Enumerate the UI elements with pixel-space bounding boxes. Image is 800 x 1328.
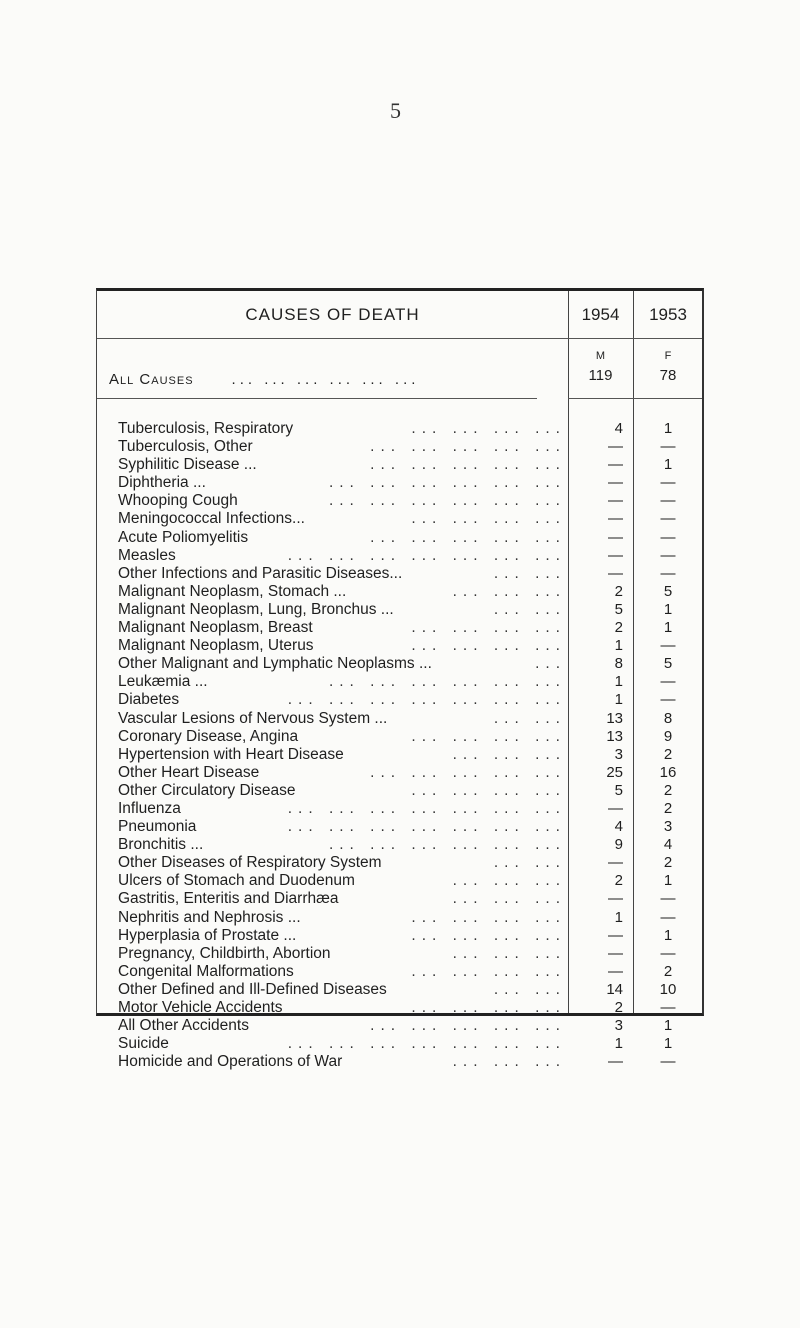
female-count: 2: [663, 799, 673, 817]
table-row: [97, 854, 702, 872]
year-1954-header: 1954: [581, 305, 620, 324]
all-causes-rule: [97, 398, 537, 399]
male-count: —: [608, 546, 623, 564]
header-rule: [97, 338, 702, 339]
male-count: —: [608, 492, 623, 510]
cause-label: Congenital Malformations: [118, 962, 294, 980]
female-count: —: [660, 474, 676, 492]
cause-name: [118, 746, 568, 764]
female-count: —: [660, 637, 676, 655]
cause-label: Tuberculosis, Other: [118, 438, 253, 456]
cause-name: [118, 963, 568, 981]
cause-name: [118, 1053, 568, 1071]
cause-label: Motor Vehicle Accidents: [118, 999, 283, 1016]
leader-dots: ... ... ... ... ...: [370, 456, 566, 474]
table-row: [97, 655, 702, 673]
table-row: [97, 800, 702, 818]
male-count: 8: [614, 655, 623, 673]
male-count: 2: [614, 999, 623, 1016]
cause-name: [118, 420, 568, 438]
female-count: 1: [663, 420, 673, 437]
all-causes-text: All Causes: [109, 371, 194, 388]
male-count: 2: [614, 619, 623, 637]
leader-dots: ... ... ... ...: [411, 727, 566, 745]
table-row: [97, 963, 702, 981]
leader-dots: ... ... ...: [452, 890, 566, 908]
female-count: —: [660, 691, 676, 709]
cause-name: [118, 981, 568, 999]
female-count: 3: [663, 818, 673, 836]
table-row: [97, 492, 702, 510]
leader-dots: ... ... ... ...: [411, 637, 566, 655]
cause-name: [118, 547, 568, 565]
cause-label: Other Defined and Ill-Defined Diseases: [118, 980, 387, 998]
table-row: [97, 456, 702, 474]
cause-label: Coronary Disease, Angina: [118, 727, 299, 745]
leader-dots: ... ... ...: [452, 944, 566, 962]
leader-dots: ... ... ... ...: [411, 926, 566, 944]
table-row: [97, 836, 702, 854]
cause-label: Measles: [118, 546, 176, 564]
table-row: [97, 782, 702, 800]
cause-label: Other Diseases of Respiratory System: [118, 854, 382, 872]
male-count: —: [608, 474, 623, 492]
cause-name: [118, 529, 568, 547]
cause-name: [118, 764, 568, 782]
leader-dots: ... ... ... ... ...: [370, 528, 566, 546]
cause-label: Ulcers of Stomach and Duodenum: [118, 872, 355, 890]
cause-name: [118, 909, 568, 927]
male-count: —: [608, 456, 623, 474]
cause-label: Tuberculosis, Respiratory: [118, 420, 294, 437]
cause-name: [118, 782, 568, 800]
table-row: [97, 818, 702, 836]
male-count: —: [608, 528, 623, 546]
cause-name: [118, 655, 568, 673]
female-count: —: [660, 673, 676, 691]
cause-name: [118, 583, 568, 601]
table-row: [97, 1053, 702, 1071]
male-count: 4: [614, 818, 623, 836]
cause-name: [118, 492, 568, 510]
all-causes-dots: ... ... ... ... ... ...: [231, 371, 420, 388]
cause-name: [118, 999, 568, 1017]
female-count: 1: [663, 600, 673, 618]
female-count: 1: [663, 872, 673, 890]
cause-label: Leukæmia ...: [118, 673, 208, 691]
cause-name: [118, 836, 568, 854]
male-count: 1: [614, 637, 623, 655]
page-number: 5: [390, 98, 401, 123]
male-count: —: [608, 799, 623, 817]
cause-name: [118, 728, 568, 746]
table-row: [97, 601, 702, 619]
leader-dots: ... ...: [493, 564, 566, 582]
table-row: [97, 909, 702, 927]
leader-dots: ... ... ... ...: [411, 781, 566, 799]
male-count: 2: [614, 582, 623, 600]
cause-label: Bronchitis ...: [118, 836, 204, 854]
female-count: 16: [659, 763, 677, 781]
female-count: —: [660, 546, 676, 564]
table-row: [97, 420, 702, 438]
cause-label: Other Heart Disease: [118, 763, 260, 781]
leader-dots: ... ... ... ... ... ...: [328, 836, 566, 854]
male-count: 25: [606, 763, 623, 781]
cause-name: [118, 1017, 568, 1035]
female-count: 10: [659, 980, 677, 998]
female-count: 1: [663, 619, 673, 637]
female-total: 78: [659, 367, 677, 384]
leader-dots: ... ... ... ...: [411, 908, 566, 926]
female-count: —: [660, 528, 676, 546]
cause-label: Malignant Neoplasm, Stomach ...: [118, 582, 347, 600]
female-count: 5: [663, 582, 673, 600]
female-count: —: [660, 438, 676, 456]
male-count: 14: [606, 980, 623, 998]
table-row: [97, 438, 702, 456]
male-count: 2: [614, 872, 623, 890]
male-count: —: [608, 564, 623, 582]
cause-name: [118, 619, 568, 637]
male-count: 1: [614, 1035, 623, 1053]
male-count: —: [608, 854, 623, 872]
cause-name: [118, 872, 568, 890]
causes-of-death-table: [96, 288, 704, 1071]
male-count: 13: [606, 727, 623, 745]
cause-name: [118, 456, 568, 474]
leader-dots: ... ... ... ...: [411, 962, 566, 980]
table-row: [97, 710, 702, 728]
female-count: 2: [663, 745, 673, 763]
male-count: 13: [606, 709, 623, 727]
table-row: [97, 1035, 702, 1053]
leader-dots: ... ... ... ... ... ...: [328, 673, 566, 691]
male-count: —: [608, 890, 623, 908]
cause-name: [118, 927, 568, 945]
cause-label: Malignant Neoplasm, Breast: [118, 619, 313, 637]
male-count: 3: [614, 1017, 623, 1035]
cause-label: Pregnancy, Childbirth, Abortion: [118, 944, 331, 962]
male-count: —: [608, 962, 623, 980]
cause-name: [118, 945, 568, 963]
table-row: [97, 945, 702, 963]
cause-label: Gastritis, Enteritis and Diarrhæa: [118, 890, 339, 908]
male-count: 5: [614, 600, 623, 618]
year-1953-header: 1953: [649, 305, 687, 324]
leader-dots: ... ... ... ...: [411, 619, 566, 637]
leader-dots: ... ... ...: [452, 1053, 566, 1071]
cause-label: Other Malignant and Lymphatic Neoplasms ...: [118, 655, 432, 673]
cause-label: Diphtheria ...: [118, 474, 206, 492]
male-count: —: [608, 926, 623, 944]
leader-dots: ... ... ... ...: [411, 420, 566, 437]
leader-dots: ... ...: [493, 709, 566, 727]
table-row: [97, 999, 702, 1017]
table-row: [97, 529, 702, 547]
cause-label: Homicide and Operations of War: [118, 1053, 343, 1071]
table-row: [97, 510, 702, 528]
cause-label: Meningococcal Infections...: [118, 510, 305, 528]
male-count: —: [608, 510, 623, 528]
cause-rows: [97, 420, 702, 1071]
cause-label: Acute Poliomyelitis: [118, 528, 249, 546]
male-count: 4: [614, 420, 623, 437]
female-count: 2: [663, 854, 673, 872]
all-causes-label: [109, 371, 419, 388]
leader-dots: ...: [535, 655, 566, 673]
table-row: [97, 872, 702, 890]
female-count: —: [660, 510, 676, 528]
male-count: 1: [614, 673, 623, 691]
female-count: 2: [663, 781, 673, 799]
cause-name: [118, 854, 568, 872]
cause-label: Hypertension with Heart Disease: [118, 745, 344, 763]
table-row: [97, 1017, 702, 1035]
female-count: —: [660, 944, 676, 962]
cause-label: Influenza: [118, 799, 181, 817]
cause-label: Malignant Neoplasm, Uterus: [118, 637, 314, 655]
leader-dots: ... ... ... ...: [411, 510, 566, 528]
cause-label: Hyperplasia of Prostate ...: [118, 926, 297, 944]
table-row: [97, 927, 702, 945]
female-count: 4: [663, 836, 673, 854]
table-row: [97, 981, 702, 999]
leader-dots: ... ... ... ... ...: [370, 763, 566, 781]
cause-name: [118, 1035, 568, 1053]
female-count: 1: [663, 1035, 673, 1053]
cause-label: Malignant Neoplasm, Lung, Bronchus ...: [118, 600, 394, 618]
cause-name: [118, 691, 568, 709]
table-title: CAUSES OF DEATH: [245, 305, 420, 324]
cause-label: Nephritis and Nephrosis ...: [118, 908, 301, 926]
table-row: [97, 619, 702, 637]
male-count: —: [608, 1053, 623, 1071]
leader-dots: ... ... ... ... ... ... ...: [287, 691, 566, 709]
male-count: —: [608, 944, 623, 962]
cause-name: [118, 510, 568, 528]
cause-label: Other Infections and Parasitic Diseases...: [118, 564, 403, 582]
female-count: 8: [663, 709, 673, 727]
table-row: [97, 691, 702, 709]
leader-dots: ... ... ... ...: [411, 999, 566, 1016]
leader-dots: ... ... ... ... ... ... ...: [287, 546, 566, 564]
female-count: —: [660, 999, 676, 1016]
cause-name: [118, 710, 568, 728]
cause-label: Other Circulatory Disease: [118, 781, 296, 799]
female-count: 1: [663, 456, 673, 474]
table-row: [97, 746, 702, 764]
female-count: —: [660, 908, 676, 926]
leader-dots: ... ... ... ... ... ... ...: [287, 1035, 566, 1053]
cause-name: [118, 601, 568, 619]
leader-dots: ... ... ... ... ...: [370, 1017, 566, 1035]
cause-name: [118, 438, 568, 456]
male-label: M: [595, 350, 606, 362]
leader-dots: ... ... ...: [452, 582, 566, 600]
cause-label: Diabetes: [118, 691, 180, 709]
female-count: —: [660, 564, 676, 582]
table-row: [97, 637, 702, 655]
cause-name: [118, 637, 568, 655]
table-row: [97, 474, 702, 492]
table-row: [97, 673, 702, 691]
table-row: [97, 728, 702, 746]
female-count: —: [660, 492, 676, 510]
female-count: —: [660, 890, 676, 908]
table-row: [97, 583, 702, 601]
cause-name: [118, 565, 568, 583]
male-count: 9: [614, 836, 623, 854]
female-count: 1: [663, 1017, 673, 1035]
leader-dots: ... ...: [493, 980, 566, 998]
leader-dots: ... ... ... ... ... ...: [328, 492, 566, 510]
female-count: 5: [663, 655, 673, 673]
all-causes-rule-right: [568, 398, 702, 399]
cause-label: Whooping Cough: [118, 492, 238, 510]
female-count: 1: [663, 926, 673, 944]
male-count: 1: [614, 691, 623, 709]
cause-label: Syphilitic Disease ...: [118, 456, 257, 474]
cause-name: [118, 673, 568, 691]
female-count: 9: [663, 727, 673, 745]
table-row: [97, 547, 702, 565]
cause-label: Vascular Lesions of Nervous System ...: [118, 709, 388, 727]
female-count: 2: [663, 962, 673, 980]
male-count: —: [608, 438, 623, 456]
leader-dots: ... ... ...: [452, 872, 566, 890]
leader-dots: ... ...: [493, 600, 566, 618]
cause-label: All Other Accidents: [118, 1017, 249, 1035]
male-count: 5: [614, 781, 623, 799]
cause-name: [118, 800, 568, 818]
table-row: [97, 565, 702, 583]
table-row: [97, 764, 702, 782]
cause-name: [118, 890, 568, 908]
female-count: —: [660, 1053, 676, 1071]
cause-name: [118, 818, 568, 836]
cause-label: Suicide: [118, 1035, 169, 1053]
cause-label: Pneumonia: [118, 818, 197, 836]
cause-name: [118, 474, 568, 492]
male-total: 119: [588, 367, 613, 384]
table-row: [97, 890, 702, 908]
leader-dots: ... ... ... ... ... ... ...: [287, 799, 566, 817]
female-label: F: [664, 350, 672, 362]
male-count: 1: [614, 908, 623, 926]
leader-dots: ... ... ...: [452, 745, 566, 763]
leader-dots: ... ... ... ... ...: [370, 438, 566, 456]
leader-dots: ... ... ... ... ... ...: [328, 474, 566, 492]
leader-dots: ... ... ... ... ... ... ...: [287, 818, 566, 836]
leader-dots: ... ...: [493, 854, 566, 872]
male-count: 3: [614, 745, 623, 763]
